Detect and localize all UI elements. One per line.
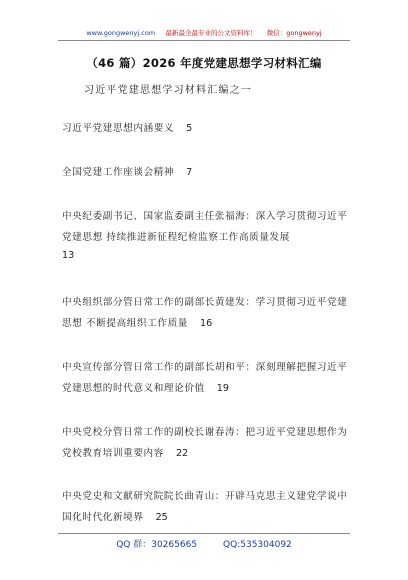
toc-entry[interactable] [62, 486, 354, 528]
document-subtitle: 习近平党建思想学习材料汇编之一 [84, 85, 252, 96]
page-header [0, 28, 408, 37]
toc-entry-text: 中央宣传部分管日常工作的副部长胡和平：深刻理解把握习近平党建思想的时代意义和理论价值 [62, 362, 348, 394]
toc-entry[interactable] [62, 357, 354, 399]
toc-entry-page: 25 [155, 512, 168, 523]
footer-qq-group: QQ 群：30265665 [116, 540, 198, 550]
toc-entry[interactable] [62, 292, 354, 334]
toc-entry-page: 22 [175, 448, 189, 459]
toc-entry-page: 16 [199, 318, 213, 329]
toc-entry-page: 19 [216, 383, 229, 394]
header-separator [260, 29, 264, 37]
toc-entry-text: 全国党建工作座谈会精神 [62, 167, 175, 178]
toc-entry-text: 中央组织部分管日常工作的副部长黄建发：学习贯彻习近平党建思想 不断提高组织工作质量 [62, 297, 348, 329]
document-title: （46 篇）2026 年度党建思想学习材料汇编 [86, 56, 322, 70]
toc-entry-page: 5 [186, 123, 193, 134]
toc-entry-text: 中央党史和文献研究院院长曲青山：开辟马克思主义建党学说中国化时代化新境界 [62, 491, 348, 523]
footer-divider [58, 533, 350, 534]
toc-entry-page: 7 [186, 167, 193, 178]
footer-qq: QQ:535304092 [223, 540, 292, 550]
toc-entry-text: 中央纪委副书记、国家监委副主任张福海：深入学习贯彻习近平党建思想 持续推进新征程纪检监察工作高质量发展 [62, 211, 348, 243]
header-wechat: 微信：gongwenyj [266, 29, 322, 37]
header-separator [158, 29, 162, 37]
toc-entry[interactable] [62, 206, 354, 264]
page-footer [0, 537, 408, 550]
toc-entry-text: 习近平党建思想内涵要义 [62, 123, 175, 134]
site-link[interactable]: www.gongwenyj.com [86, 29, 156, 37]
toc-entry-page: 13 [62, 250, 75, 261]
toc-entry[interactable] [62, 422, 354, 464]
header-divider [58, 40, 350, 41]
toc-entry-text: 中央党校分管日常工作的副校长谢春涛：把习近平党建思想作为党校教育培训重要内容 [62, 427, 348, 459]
toc-entry[interactable] [62, 118, 354, 139]
header-slogan: 最新最全最专业的公文资料库！ [165, 29, 257, 37]
toc-entry[interactable] [62, 162, 354, 183]
